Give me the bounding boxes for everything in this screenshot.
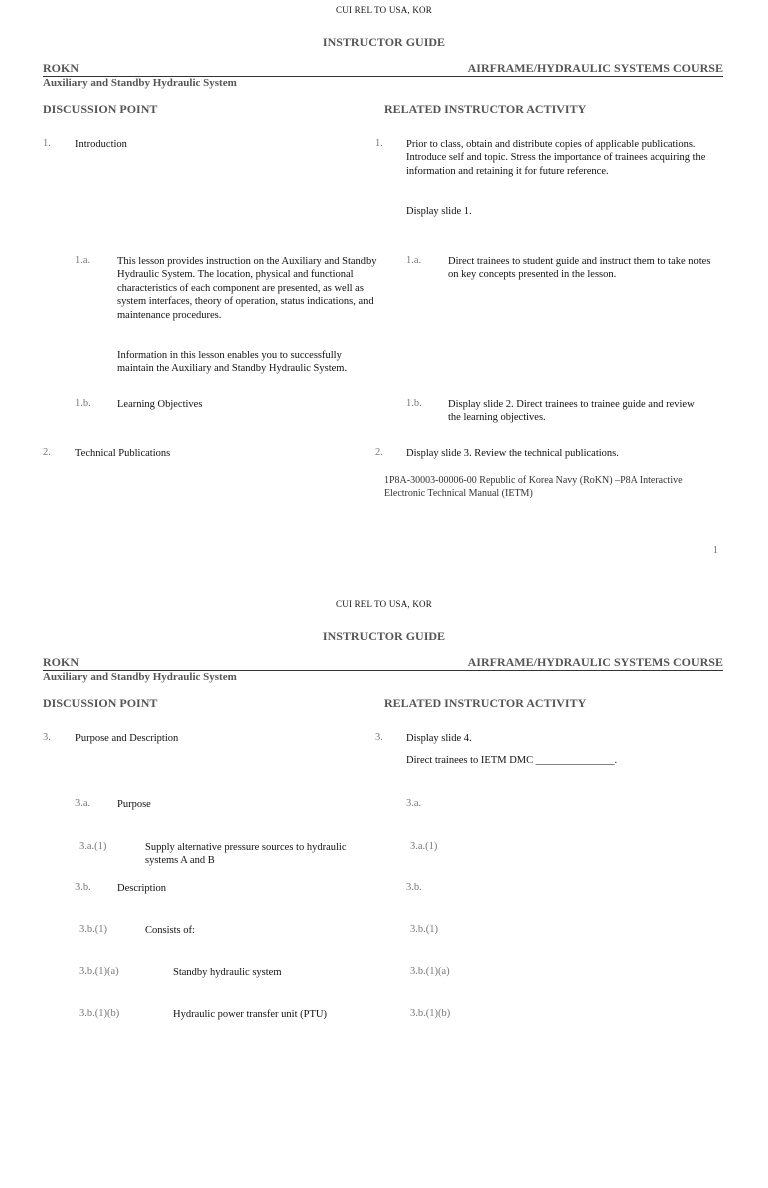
- activity-number: 3.a.: [406, 798, 422, 809]
- discussion-text: Supply alternative pressure sources to hydraulic systems A and B: [145, 842, 347, 867]
- activity-number: 1.: [375, 138, 383, 149]
- discussion-text: Description: [117, 883, 166, 894]
- item-number: 3.b.(1)(b): [79, 1008, 120, 1019]
- item-number: 3.a.(1): [79, 841, 107, 852]
- activity-text: Display slide 1.: [406, 206, 472, 217]
- activity-text: Direct trainees to IETM DMC _______________.: [406, 755, 618, 766]
- column-header-activity: RELATED INSTRUCTOR ACTIVITY: [384, 102, 587, 116]
- page-number: 1: [712, 545, 718, 556]
- item-number: 1.a.: [75, 255, 91, 266]
- activity-text: Display slide 3. Review the technical publications.: [406, 448, 619, 459]
- course-title: AIRFRAME/HYDRAULIC SYSTEMS COURSE: [467, 61, 723, 75]
- item-number: 1.: [43, 138, 51, 149]
- cui-marking: CUI REL TO USA, KOR: [336, 599, 432, 609]
- item-number: 1.b.: [75, 398, 91, 409]
- discussion-text: Purpose: [117, 799, 151, 810]
- org-label: ROKN: [43, 61, 79, 75]
- document-page-2: [0, 594, 768, 1188]
- discussion-text: This lesson provides instruction on the Auxiliary and Standby Hydraulic System. The location, physical and functional characteristics of each component are presented, as well as system interfaces, theory of operation, status indications, and maintenance procedures.: [117, 256, 377, 321]
- activity-number: 3.: [375, 732, 383, 743]
- org-label: ROKN: [43, 655, 79, 669]
- item-number: 3.b.(1): [79, 924, 107, 935]
- column-header-discussion: DISCUSSION POINT: [43, 696, 158, 710]
- discussion-text: Introduction: [75, 139, 127, 150]
- activity-text: Display slide 4.: [406, 733, 472, 744]
- subject-title: Auxiliary and Standby Hydraulic System: [43, 671, 237, 683]
- guide-title: INSTRUCTOR GUIDE: [322, 35, 446, 49]
- item-number: 3.a.: [75, 798, 91, 809]
- activity-text: Direct trainees to student guide and instruct them to take notes on key concepts presented in the lesson.: [448, 256, 711, 281]
- activity-text: Prior to class, obtain and distribute copies of applicable publications. Introduce self and topic. Stress the importance of trainees acquiring the information and retaining it for future reference.: [406, 139, 706, 177]
- activity-text: Display slide 2. Direct trainees to trainee guide and review the learning objectives.: [448, 399, 695, 424]
- discussion-text: Consists of:: [145, 925, 195, 936]
- guide-title: INSTRUCTOR GUIDE: [322, 629, 446, 643]
- discussion-text: Standby hydraulic system: [173, 967, 282, 978]
- cui-marking: CUI REL TO USA, KOR: [336, 5, 432, 15]
- activity-number: 3.b.(1)(b): [410, 1008, 451, 1019]
- column-header-activity: RELATED INSTRUCTOR ACTIVITY: [384, 696, 587, 710]
- item-number: 2.: [43, 447, 51, 458]
- activity-number: 3.a.(1): [410, 841, 438, 852]
- activity-number: 2.: [375, 447, 383, 458]
- column-header-discussion: DISCUSSION POINT: [43, 102, 158, 116]
- activity-number: 1.b.: [406, 398, 422, 409]
- discussion-text: Hydraulic power transfer unit (PTU): [173, 1009, 327, 1020]
- discussion-text: Purpose and Description: [75, 733, 179, 744]
- discussion-text: Learning Objectives: [117, 399, 203, 410]
- activity-number: 3.b.: [406, 882, 422, 893]
- item-number: 3.b.(1)(a): [79, 966, 119, 977]
- discussion-text: Technical Publications: [75, 448, 171, 459]
- course-title: AIRFRAME/HYDRAULIC SYSTEMS COURSE: [467, 655, 723, 669]
- item-number: 3.: [43, 732, 51, 743]
- subject-title: Auxiliary and Standby Hydraulic System: [43, 77, 237, 89]
- activity-number: 3.b.(1): [410, 924, 438, 935]
- item-number: 3.b.: [75, 882, 91, 893]
- activity-number: 1.a.: [406, 255, 422, 266]
- discussion-text: Information in this lesson enables you to successfully maintain the Auxiliary and Standby Hydraulic System.: [117, 350, 348, 375]
- publication-reference: 1P8A-30003-00006-00 Republic of Korea Navy (RoKN) –P8A Interactive Electronic Technical Manual (IETM): [384, 475, 683, 499]
- activity-number: 3.b.(1)(a): [410, 966, 450, 977]
